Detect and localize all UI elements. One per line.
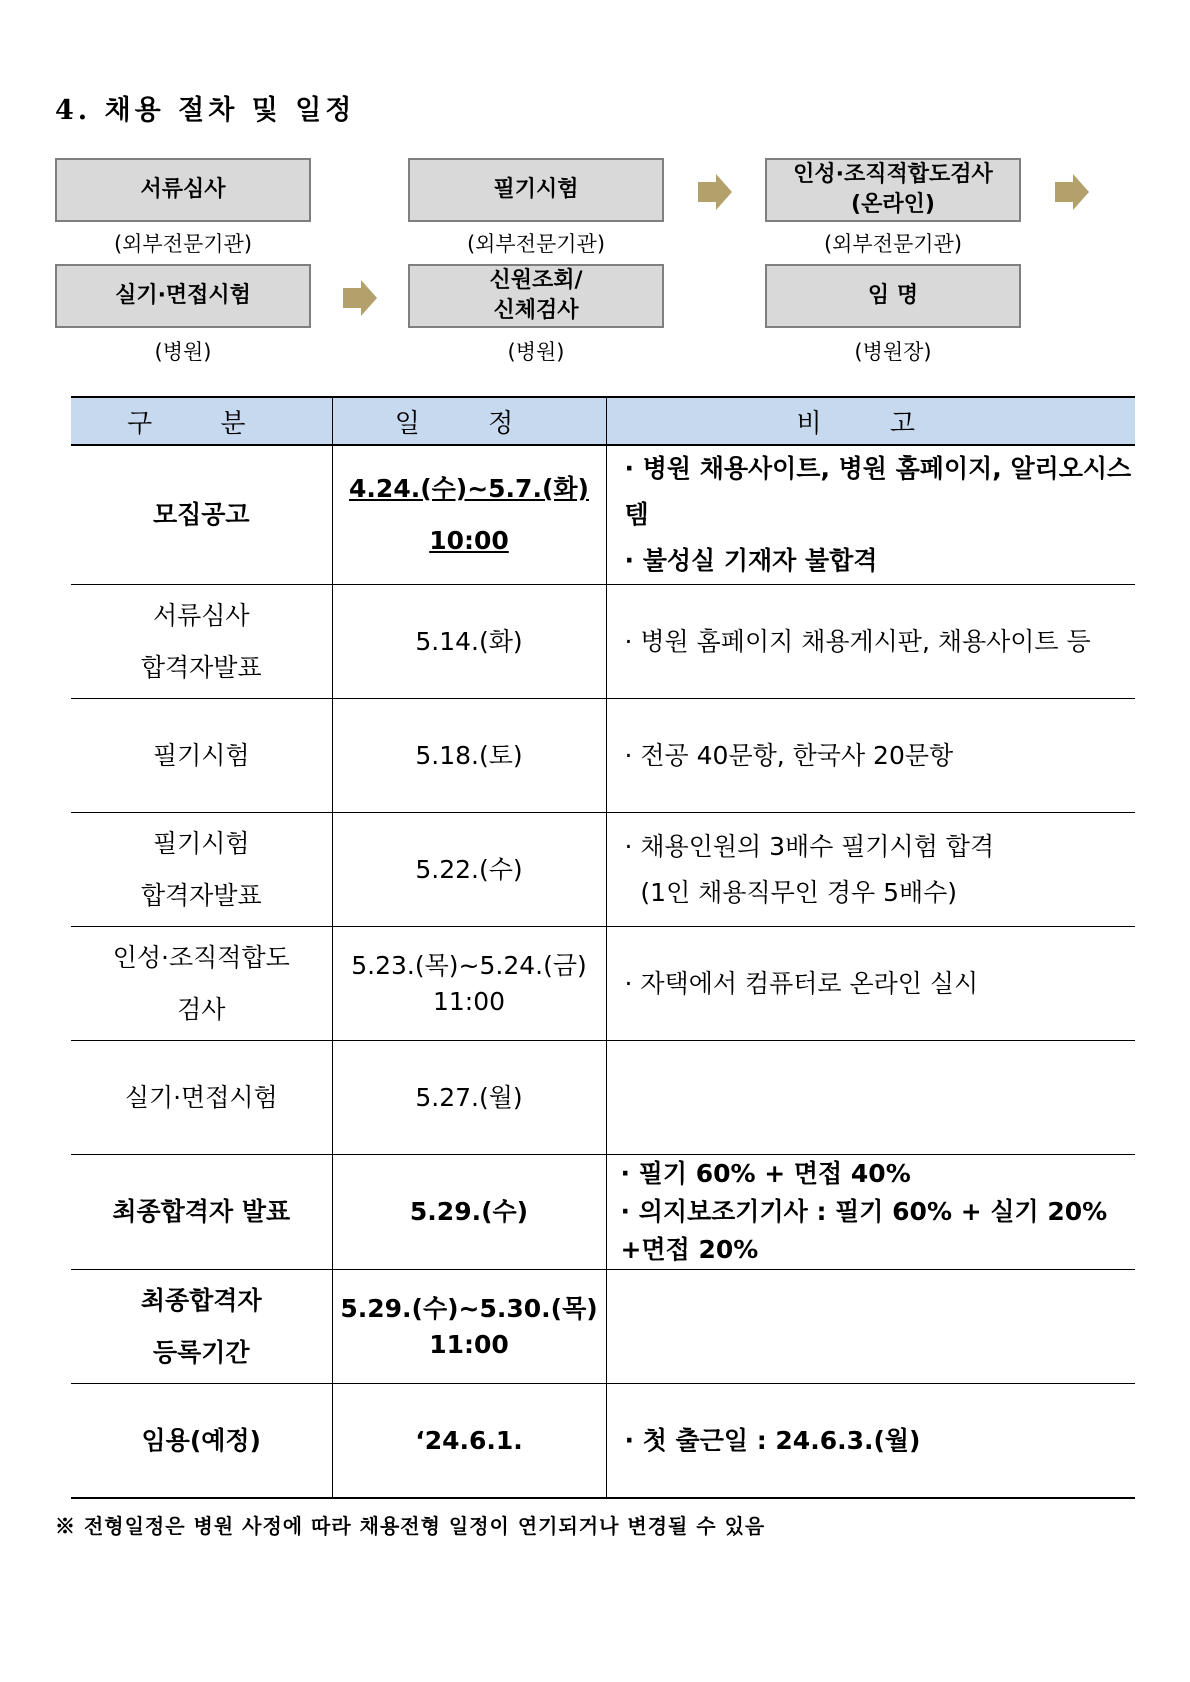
row-note: · 첫 출근일 : 24.6.3.(월) [606,1384,1135,1499]
header-remarks: 비 고 [606,397,1135,445]
row-date: 4.24.(수)~5.7.(화) 10:00 [332,445,606,585]
row-note [606,1041,1135,1155]
flow-step-personality-test: 인성·조직적합도검사 (온라인) [765,158,1021,222]
section-heading: 4. 채용 절차 및 일정 [55,95,356,126]
row-note: · 필기 60% + 면접 40% · 의지보조기기사 : 필기 60% + 실기 20% +면접 20% [606,1155,1135,1270]
row-note: · 자택에서 컴퓨터로 온라인 실시 [606,927,1135,1041]
table-row [71,1384,1135,1499]
row-date: 5.27.(월) [332,1041,606,1155]
table-row [71,1041,1135,1155]
row-label: 필기시험 [71,699,332,813]
flow-step-appointment: 임 명 [765,264,1021,328]
table-row [71,927,1135,1041]
header-category: 구 분 [71,397,332,445]
flow-step-sub: (외부전문기관) [466,232,606,256]
flow-step-written-exam: 필기시험 [408,158,664,222]
table-row [71,813,1135,927]
table-row [71,1155,1135,1270]
table-row [71,699,1135,813]
row-date: 5.23.(목)~5.24.(금) 11:00 [332,927,606,1041]
arrow-right-icon [343,278,377,318]
flow-step-practical-interview: 실기·면접시험 [55,264,311,328]
row-date: ‘24.6.1. [332,1384,606,1499]
row-date: 5.29.(수) [332,1155,606,1270]
flow-step-sub: (병원) [507,340,565,364]
flow-step-sub: (병원) [154,340,212,364]
table-row [71,585,1135,699]
header-schedule: 일 정 [332,397,606,445]
row-date: 5.18.(토) [332,699,606,813]
flow-step-background-check: 신원조회/ 신체검사 [408,264,664,328]
row-label: 인성·조직적합도 검사 [71,927,332,1041]
row-label: 필기시험 합격자발표 [71,813,332,927]
flow-step-sub: (외부전문기관) [823,232,963,256]
row-note: · 전공 40문항, 한국사 20문항 [606,699,1135,813]
row-label: 최종합격자 발표 [71,1155,332,1270]
arrow-right-icon [1055,172,1089,212]
flow-step-sub: (병원장) [854,340,932,364]
flow-step-sub: (외부전문기관) [113,232,253,256]
row-label: 실기·면접시험 [71,1041,332,1155]
row-label: 모집공고 [71,445,332,585]
arrow-right-icon [698,172,732,212]
flow-step-document-screening: 서류심사 [55,158,311,222]
schedule-table [71,396,1135,1499]
row-date: 5.14.(화) [332,585,606,699]
row-label: 최종합격자 등록기간 [71,1270,332,1384]
row-label: 임용(예정) [71,1384,332,1499]
row-note: · 채용인원의 3배수 필기시험 합격 (1인 채용직무인 경우 5배수) [606,813,1135,927]
row-note: · 병원 홈페이지 채용게시판, 채용사이트 등 [606,585,1135,699]
row-date: 5.22.(수) [332,813,606,927]
row-label: 서류심사 합격자발표 [71,585,332,699]
table-row [71,1270,1135,1384]
table-row [71,445,1135,585]
footnote: ※ 전형일정은 병원 사정에 따라 채용전형 일정이 연기되거나 변경될 수 있음 [55,1514,766,1538]
row-note [606,1270,1135,1384]
row-date: 5.29.(수)~5.30.(목) 11:00 [332,1270,606,1384]
row-note: · 병원 채용사이트, 병원 홈페이지, 알리오시스템 · 불성실 기재자 불합격 [606,445,1135,585]
table-header-row [71,397,1135,445]
